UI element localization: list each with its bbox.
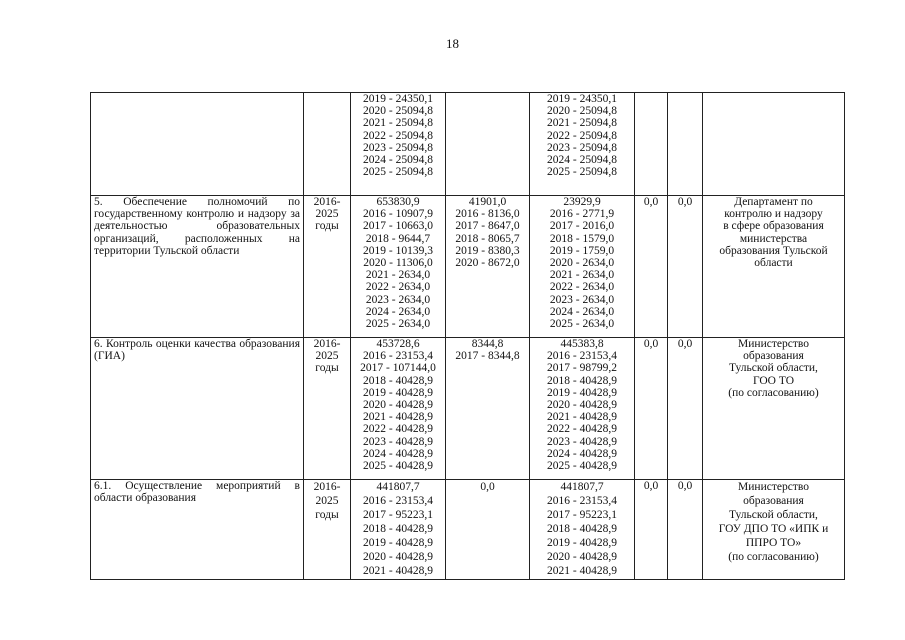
cell-line: 2022 - 2634,0 [549, 281, 615, 294]
cell-line: 2025 - 2634,0 [549, 318, 615, 331]
period-cell [304, 480, 351, 580]
cell-line: 2017 - 2016,0 [549, 220, 615, 233]
cell-line: 2020 - 11306,0 [363, 257, 433, 270]
other-funding-cell: 0,0 [668, 196, 703, 338]
executor-cell [703, 196, 845, 338]
program-table [90, 92, 845, 580]
cell-line: 2022 - 25094,8 [363, 129, 433, 142]
cell-line: министерства [739, 232, 808, 245]
cell-line: 2024 - 25094,8 [547, 154, 617, 167]
cell-line: 2019 - 24350,1 [363, 93, 433, 105]
other-funding-cell [668, 93, 703, 196]
cell-line: образования [743, 495, 804, 507]
cell-line: образования Тульской [719, 244, 828, 257]
cell-line: 2018 - 40428,9 [547, 374, 617, 387]
cell-line: 2025 [315, 350, 339, 363]
cell-line: 2020 - 2634,0 [549, 257, 615, 270]
cell-line: 2016 - 23153,4 [547, 495, 617, 507]
cell-line: 2019 - 1759,0 [549, 244, 615, 257]
cell-line: 2025 - 25094,8 [547, 166, 617, 179]
executor-cell [703, 480, 845, 580]
cell-line: 2021 - 2634,0 [365, 269, 431, 282]
measure-name-cell: 6. Контроль оценки качества образования (ГИА) [91, 338, 304, 480]
cell-line: годы [315, 509, 339, 521]
cell-line: 2016- [313, 338, 341, 350]
cell-line: 2021 - 40428,9 [363, 411, 433, 424]
cell-line: 2018 - 40428,9 [363, 374, 433, 387]
local-funding-cell: 0,0 [635, 338, 668, 480]
cell-line: 2017 - 98799,2 [547, 362, 617, 375]
cell-line: 2021 - 2634,0 [549, 269, 615, 282]
period-cell [304, 196, 351, 338]
cell-line: 2025 - 25094,8 [363, 166, 433, 179]
cell-line: 2020 - 40428,9 [547, 551, 617, 563]
measure-name-cell [91, 93, 304, 196]
executor-cell [703, 338, 845, 480]
cell-line: 2017 - 95223,1 [363, 509, 433, 521]
cell-line: 2020 - 25094,8 [547, 105, 617, 118]
cell-line: 2017 - 8344,8 [455, 350, 520, 363]
federal-funding-cell [446, 93, 530, 196]
cell-line: 2022 - 40428,9 [363, 423, 433, 436]
total-funding-cell [351, 93, 446, 196]
cell-line: 2018 - 40428,9 [547, 523, 617, 535]
cell-line: 2021 - 25094,8 [363, 117, 433, 130]
cell-line: 2016- [313, 481, 341, 493]
period-cell [304, 93, 351, 196]
cell-line: 2020 - 40428,9 [363, 551, 433, 563]
cell-line: 2023 - 2634,0 [549, 293, 615, 306]
period-cell [304, 338, 351, 480]
cell-line: 2025 [315, 208, 339, 221]
cell-line: годы [315, 362, 339, 375]
local-funding-cell: 0,0 [635, 480, 668, 580]
cell-line: 0,0 [480, 481, 495, 493]
executor-cell [703, 93, 845, 196]
cell-line: 2020 - 25094,8 [363, 105, 433, 118]
cell-line: 2023 - 25094,8 [547, 141, 617, 154]
other-funding-cell: 0,0 [668, 338, 703, 480]
cell-line: Министерство [738, 338, 809, 350]
cell-line: 2019 - 8380,3 [455, 244, 520, 257]
cell-line: 2016 - 2771,9 [549, 208, 615, 221]
cell-line: годы [315, 220, 339, 233]
cell-line: 2022 - 2634,0 [365, 281, 431, 294]
cell-line: 2020 - 40428,9 [363, 399, 433, 412]
cell-line: образования [743, 350, 804, 363]
cell-line: 2017 - 8647,0 [455, 220, 520, 233]
cell-line: контролю и надзору [724, 208, 823, 221]
measure-name-cell: 5. Обеспечение полномочий по государственному контролю и надзору за деятельностью образовательных организаций, расположенных на территории Тульской области [91, 196, 304, 338]
cell-line: 2022 - 25094,8 [547, 129, 617, 142]
cell-line: 2022 - 40428,9 [547, 423, 617, 436]
cell-line: 2023 - 40428,9 [363, 435, 433, 448]
cell-line: Тульской области, [729, 509, 818, 521]
cell-line: 2016 - 23153,4 [547, 350, 617, 363]
cell-line: (по согласованию) [728, 386, 819, 399]
federal-funding-cell [446, 196, 530, 338]
cell-line: 2023 - 40428,9 [547, 435, 617, 448]
cell-line: 2018 - 1579,0 [549, 232, 615, 245]
cell-line: 2016 - 23153,4 [363, 495, 433, 507]
cell-line: 2018 - 8065,7 [455, 232, 520, 245]
cell-line: 2023 - 25094,8 [363, 141, 433, 154]
cell-line: 2019 - 40428,9 [547, 537, 617, 549]
table-row [91, 338, 845, 480]
cell-line: 445383,8 [560, 338, 604, 350]
cell-line: 2018 - 40428,9 [363, 523, 433, 535]
cell-line: 453728,6 [376, 338, 420, 350]
total-funding-cell [351, 338, 446, 480]
cell-line: 2016 - 8136,0 [455, 208, 520, 221]
cell-line: 2016- [313, 196, 341, 208]
cell-line: 2024 - 2634,0 [365, 305, 431, 318]
cell-line: 2019 - 10139,3 [363, 244, 433, 257]
cell-line: 2025 [315, 495, 339, 507]
regional-funding-cell [530, 338, 635, 480]
cell-line: Департамент по [734, 196, 813, 208]
cell-line: 2019 - 40428,9 [547, 386, 617, 399]
cell-line: 2024 - 40428,9 [547, 447, 617, 460]
other-funding-cell: 0,0 [668, 480, 703, 580]
cell-line: 2024 - 25094,8 [363, 154, 433, 167]
cell-line: Министерство [738, 481, 809, 493]
regional-funding-cell [530, 93, 635, 196]
regional-funding-cell [530, 196, 635, 338]
total-funding-cell [351, 480, 446, 580]
cell-line: 2025 - 40428,9 [363, 460, 433, 473]
cell-line: 2024 - 40428,9 [363, 447, 433, 460]
cell-line: 2025 - 2634,0 [365, 318, 431, 331]
cell-line: 2019 - 24350,1 [547, 93, 617, 105]
cell-line: области [754, 257, 793, 270]
cell-line: Тульской области, [729, 362, 818, 375]
cell-line: 2019 - 40428,9 [363, 537, 433, 549]
cell-line: ППРО ТО» [745, 537, 802, 549]
cell-line: 2023 - 2634,0 [365, 293, 431, 306]
measure-name-cell: 6.1. Осуществление мероприятий в области образования [91, 480, 304, 580]
cell-line: в сфере образования [723, 220, 824, 233]
cell-line: 2016 - 10907,9 [363, 208, 433, 221]
cell-line: 8344,8 [471, 338, 504, 350]
cell-line: 2021 - 40428,9 [547, 411, 617, 424]
cell-line: 23929,9 [563, 196, 601, 208]
cell-line: 2020 - 8672,0 [455, 257, 520, 270]
cell-line: 2021 - 25094,8 [547, 117, 617, 130]
cell-line: 441807,7 [560, 481, 604, 493]
cell-line: 2021 - 40428,9 [363, 565, 433, 577]
cell-line: 2025 - 40428,9 [547, 460, 617, 473]
cell-line: 2021 - 40428,9 [547, 565, 617, 577]
cell-line: 2017 - 107144,0 [360, 362, 436, 375]
local-funding-cell: 0,0 [635, 196, 668, 338]
cell-line: 653830,9 [376, 196, 420, 208]
cell-line: 2017 - 10663,0 [363, 220, 433, 233]
cell-line: 2020 - 40428,9 [547, 399, 617, 412]
federal-funding-cell [446, 480, 530, 580]
federal-funding-cell [446, 338, 530, 480]
cell-line: 2019 - 40428,9 [363, 386, 433, 399]
cell-line: ГОО ТО [752, 374, 795, 387]
table-row [91, 480, 845, 580]
page-number: 18 [446, 36, 459, 51]
cell-line: (по согласованию) [728, 551, 819, 563]
local-funding-cell [635, 93, 668, 196]
cell-line: ГОУ ДПО ТО «ИПК и [718, 523, 829, 535]
cell-line: 41901,0 [468, 196, 507, 208]
cell-line: 2018 - 9644,7 [365, 232, 431, 245]
cell-line: 2016 - 23153,4 [363, 350, 433, 363]
cell-line: 441807,7 [376, 481, 420, 493]
table-row [91, 93, 845, 196]
regional-funding-cell [530, 480, 635, 580]
cell-line: 2024 - 2634,0 [549, 305, 615, 318]
table-row [91, 196, 845, 338]
cell-line: 2017 - 95223,1 [547, 509, 617, 521]
total-funding-cell [351, 196, 446, 338]
